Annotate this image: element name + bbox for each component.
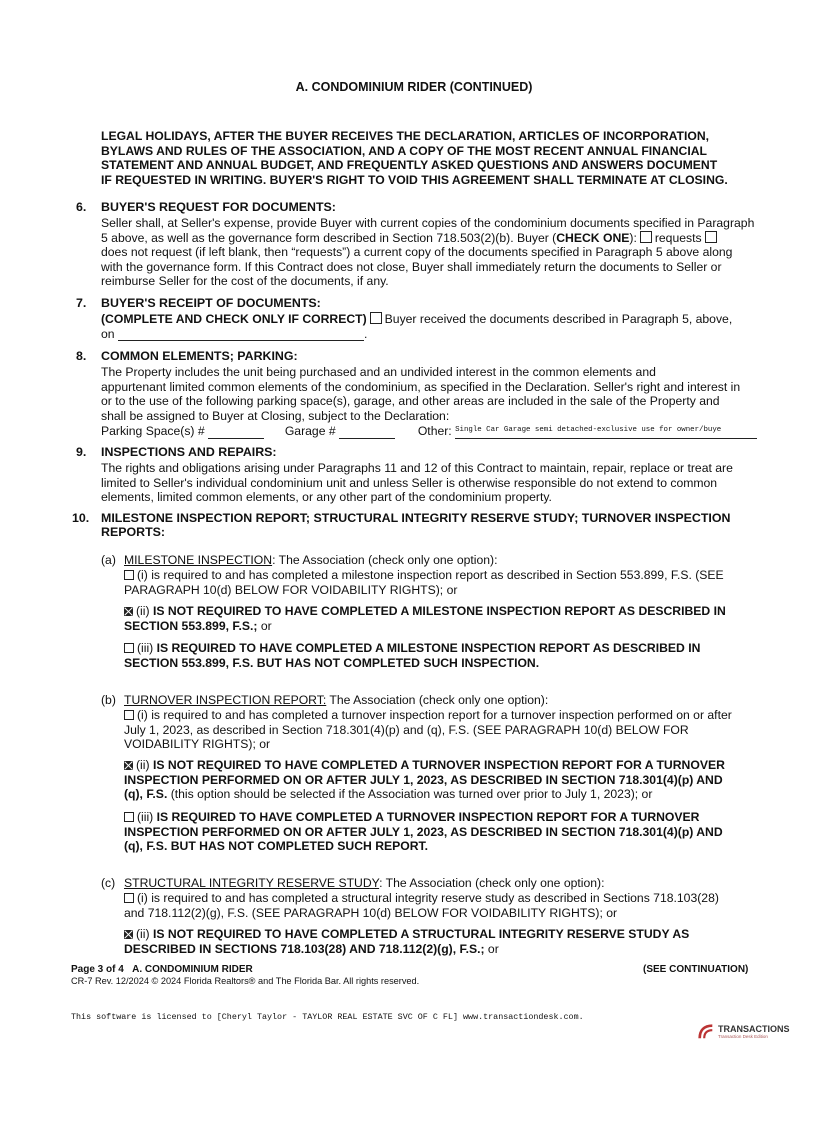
milestone-option-i: (i) is required to and has completed a milestone inspection report as described in Section 553.899, F.S. (SEE PARAGRAPH 10(d) BELOW FOR VOIDABILITY RIGHTS); or	[124, 568, 724, 597]
license-notice: This software is licensed to [Cheryl Taylor - TAYLOR REAL ESTATE SVC OF C FL] www.transactiondesk.com.	[71, 1012, 584, 1022]
section-7-heading: BUYER'S RECEIPT OF DOCUMENTS:	[101, 296, 321, 310]
section-10-heading: MILESTONE INSPECTION REPORT; STRUCTURAL INTEGRITY RESERVE STUDY; TURNOVER INSPECTION REPORTS:	[101, 511, 731, 539]
other-field[interactable]: Single Car Garage semi detached-exclusive use for owner/buye	[455, 423, 757, 439]
s6-line: Seller shall, at Seller's expense, provide Buyer with current copies of the condominium documents specified in Paragraph	[101, 216, 755, 230]
turnover-option-ii-checkbox-checked[interactable]	[124, 761, 133, 770]
check-one-label: CHECK ONE	[556, 230, 630, 245]
transactions-logo	[697, 1023, 790, 1041]
sirs-option-i: (i) is required to and has completed a structural integrity reserve study as described in Sections 718.103(28) and 718.112(2)(g), F.S. (SEE PARAGRAPH 10(d) BELOW FOR VOIDABILITY RIGHTS); or	[124, 891, 719, 920]
s9-line: The rights and obligations arising under Paragraphs 11 and 12 of this Contract to maintain, repair, replace or treat are	[101, 461, 733, 475]
subsection-c-heading: STRUCTURAL INTEGRITY RESERVE STUDY: The Association (check only one option):	[124, 876, 605, 890]
section-9-heading: INSPECTIONS AND REPAIRS:	[101, 445, 277, 459]
section-10-number: 10.	[72, 511, 90, 525]
s6-line: 5 above, as well as the governance form described in Section 718.503(2)(b). Buyer (CHECK ONE): requests	[101, 231, 766, 246]
intro-paragraph	[101, 129, 766, 187]
subsection-b-heading: TURNOVER INSPECTION REPORT: The Association (check only one option):	[124, 693, 549, 707]
turnover-option-iii: (iii) IS REQUIRED TO HAVE COMPLETED A TURNOVER INSPECTION REPORT FOR A TURNOVER INSPECTION PERFORMED ON OR AFTER JULY 1, 2023, AS DESCRIBED IN SECTION 718.301(4)(p) AND (q), F.S. BUT HAS NOT COMPLETED SUCH REPORT.	[124, 810, 723, 854]
sirs-option-ii-checkbox-checked[interactable]	[124, 930, 133, 939]
intro-line: STATEMENT AND ANNUAL BUDGET, AND FREQUENTLY ASKED QUESTIONS AND ANSWERS DOCUMENT	[101, 158, 718, 173]
turnover-option-i: (i) is required to and has completed a turnover inspection report for a turnover inspection performed on or after July 1, 2023, as described in Section 718.301(4)(p) and (q), F.S. (SEE PARAGRAPH 10(d) BELOW FOR VOIDABILITY RIGHTS); or	[124, 708, 732, 752]
page-title: A. CONDOMINIUM RIDER (CONTINUED)	[295, 80, 533, 94]
milestone-option-ii-checkbox-checked[interactable]	[124, 607, 133, 616]
parking-space-field[interactable]	[208, 438, 264, 439]
subsection-b-label: (b)	[101, 693, 116, 707]
section-8-number: 8.	[76, 349, 87, 363]
section-9-number: 9.	[76, 445, 87, 459]
section-8-heading: COMMON ELEMENTS; PARKING:	[101, 349, 298, 363]
revision-copyright: CR-7 Rev. 12/2024 © 2024 Florida Realtors® and The Florida Bar. All rights reserved.	[71, 976, 420, 986]
intro-line: IF REQUESTED IN WRITING. BUYER'S RIGHT TO VOID THIS AGREEMENT SHALL TERMINATE AT CLOSING.	[101, 172, 728, 187]
parking-row: Parking Space(s) # Garage # Other: Single Car Garage semi detached-exclusive use for owner/buye	[101, 423, 766, 439]
milestone-option-i-checkbox[interactable]	[124, 570, 134, 580]
subsection-c-label: (c)	[101, 876, 116, 890]
sirs-option-ii: (ii) IS NOT REQUIRED TO HAVE COMPLETED A STRUCTURAL INTEGRITY RESERVE STUDY AS DESCRIBED IN SECTIONS 718.103(28) AND 718.112(2)(g), F.S.; or	[124, 927, 690, 956]
s6-line: with the governance form. If this Contract does not close, Buyer shall immediately return the documents to Seller or	[101, 259, 722, 274]
subsection-a-label: (a)	[101, 553, 116, 567]
section-6-body	[101, 216, 766, 289]
turnover-option-ii: (ii) IS NOT REQUIRED TO HAVE COMPLETED A TURNOVER INSPECTION REPORT FOR A TURNOVER INSPECTION PERFORMED ON OR AFTER JULY 1, 2023, AS DESCRIBED IN SECTION 718.301(4)(p) AND (q), F.S. (this option should be selected if the Association was turned over prior to July 1, 2023); or	[124, 758, 725, 802]
turnover-option-iii-checkbox[interactable]	[124, 812, 134, 822]
section-6-number: 6.	[76, 200, 87, 214]
see-continuation-label: (SEE CONTINUATION)	[643, 964, 749, 975]
s8-line: shall be assigned to Buyer at Closing, subject to the Declaration:	[101, 408, 450, 423]
section-6-heading: BUYER'S REQUEST FOR DOCUMENTS:	[101, 200, 336, 214]
s8-line: or to the use of the following parking space(s), garage, and other areas are included in the sale of the Property and	[101, 394, 720, 409]
requests-checkbox[interactable]	[640, 231, 652, 243]
milestone-option-iii: (iii) IS REQUIRED TO HAVE COMPLETED A MILESTONE INSPECTION REPORT AS DESCRIBED IN SECTION 553.899, F.S. BUT HAS NOT COMPLETED SUCH INSPECTION.	[124, 641, 701, 670]
section-7-number: 7.	[76, 296, 87, 310]
complete-and-check-label: (COMPLETE AND CHECK ONLY IF CORRECT)	[101, 312, 367, 326]
received-date-field[interactable]	[118, 340, 364, 341]
garage-field[interactable]	[339, 438, 395, 439]
section-7-body: (COMPLETE AND CHECK ONLY IF CORRECT) Buyer received the documents described in Paragraph 5, above, on .	[101, 312, 733, 341]
sirs-option-i-checkbox[interactable]	[124, 893, 134, 903]
page-footer-label: Page 3 of 4 A. CONDOMINIUM RIDER	[71, 964, 253, 975]
intro-line: LEGAL HOLIDAYS, AFTER THE BUYER RECEIVES THE DECLARATION, ARTICLES OF INCORPORATION,	[101, 129, 710, 143]
logo-tagline: Transaction Desk Edition	[718, 1033, 768, 1039]
s8-line: appurtenant limited common elements of the condominium, as specified in the Declaration. Seller's right and interest in	[101, 379, 741, 394]
turnover-option-i-checkbox[interactable]	[124, 710, 134, 720]
s6-line: does not request (if left blank, then “requests”) a current copy of the documents specified in Paragraph 5 above along	[101, 245, 733, 260]
milestone-option-ii: (ii) IS NOT REQUIRED TO HAVE COMPLETED A MILESTONE INSPECTION REPORT AS DESCRIBED IN SECTION 553.899, F.S.; or	[124, 604, 726, 633]
section-9-body	[101, 461, 766, 505]
s6-line: reimburse Seller for the cost of the documents, if any.	[101, 274, 389, 289]
subsection-a-heading: MILESTONE INSPECTION: The Association (check only one option):	[124, 553, 498, 567]
section-8-body	[101, 365, 766, 439]
does-not-request-checkbox[interactable]	[705, 231, 717, 243]
s8-line: The Property includes the unit being purchased and an undivided interest in the common elements and	[101, 365, 656, 379]
s9-line: elements, limited common elements, or any other part of the condominium property.	[101, 490, 552, 505]
logo-wordmark: TRANSACTIONS	[718, 1023, 790, 1034]
intro-line: BYLAWS AND RULES OF THE ASSOCIATION, AND A COPY OF THE MOST RECENT ANNUAL FINANCIAL	[101, 143, 707, 158]
milestone-option-iii-checkbox[interactable]	[124, 643, 134, 653]
transactions-logo-icon	[697, 1023, 715, 1041]
documents-received-checkbox[interactable]	[370, 312, 382, 324]
s9-line: limited to Seller's individual condominium unit and unless Seller is otherwise responsible do not extend to common	[101, 475, 718, 490]
